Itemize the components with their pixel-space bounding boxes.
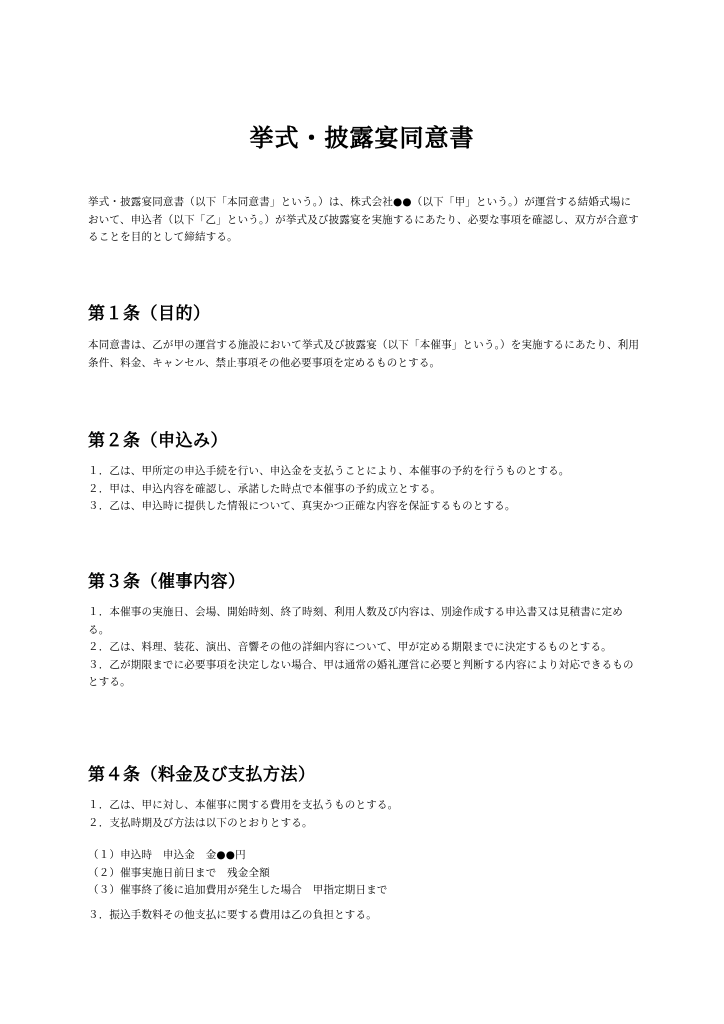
article-4-clause-1: １．乙は、甲に対し、本催事に関する費用を支払うものとする。 [88,799,399,811]
article-2-clause-3: ３．乙は、申込時に提供した情報について、真実かつ正確な内容を保証するものとする。 [88,500,516,512]
article-2-body [88,463,640,516]
payment-schedule-item-3: （３）催事終了後に追加費用が発生した場合 甲指定期日まで [88,884,388,896]
article-2-clause-1: １．乙は、甲所定の申込手続を行い、申込金を支払うことにより、本催事の予約を行うものとする。 [88,465,570,477]
article-2-clause-2: ２．甲は、申込内容を確認し、承諾した時点で本催事の予約成立とする。 [88,482,442,495]
document-title: 挙式・披露宴同意書 [249,124,475,152]
article-4-body [88,797,640,832]
payment-schedule-item-1: （１）申込時 申込金 金●●円 [88,849,246,861]
article-1-heading: 第１条（目的） [88,304,211,324]
article-4-clause-2: ２．支払時期及び方法は以下のとおりとする。 [88,816,313,829]
intro-paragraph: 挙式・披露宴同意書（以下「本同意書」という。）は、株式会社●●（以下「甲」という。）が運営する結婚式場において、申込者（以下「乙」という。）が挙式及び披露宴を実施するにあたり、必要な事項を確認し、双方が合意することを目的として締結する。 [88,196,639,243]
article-4-payment-schedule [88,847,640,900]
article-3-body [88,604,640,692]
article-3-heading: 第３条（催事内容） [88,572,246,592]
payment-schedule-item-2: （２）催事実施日前日まで 残金全額 [88,866,270,879]
article-3-clause-2: ２．乙は、料理、装花、演出、音響その他の詳細内容について、甲が定める期限までに決定するものとする。 [88,641,612,653]
article-3-clause-3: ３．乙が期限までに必要事項を決定しない場合、甲は通常の婚礼運営に必要と判断する内容により対応できるものとする。 [88,658,634,688]
article-4-clause-3: ３．振込手数料その他支払に要する費用は乙の負担とする。 [88,909,377,921]
article-4-heading: 第４条（料金及び支払方法） [88,765,316,785]
article-2-heading: 第２条（申込み） [88,431,228,451]
article-3-clause-1: １．本催事の実施日、会場、開始時刻、終了時刻、利用人数及び内容は、別途作成する申込書又は見積書に定める。 [88,606,623,636]
article-1-paragraph: 本同意書は、乙が甲の運営する施設において挙式及び披露宴（以下「本催事」という。）を実施するにあたり、利用条件、料金、キャンセル、禁止事項その他必要事項を定めるものとする。 [88,339,640,369]
